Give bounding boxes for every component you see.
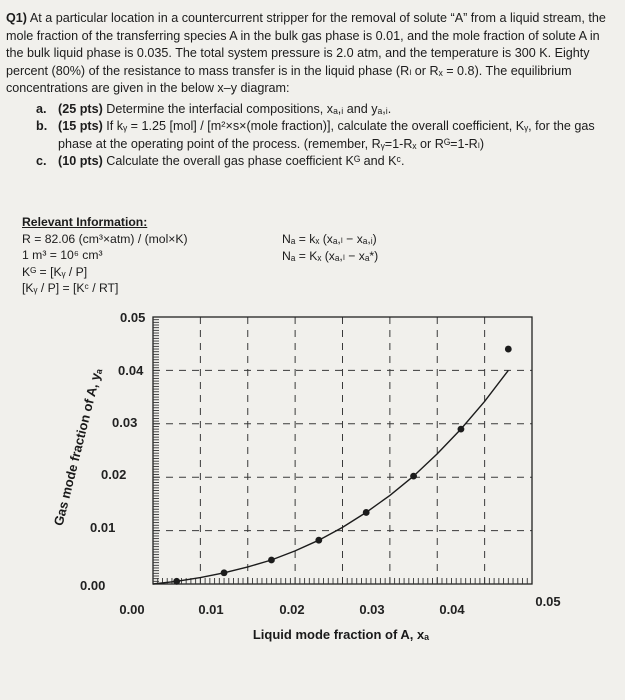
x-tick-label: 0.01: [198, 602, 224, 617]
part-a-label: a.: [36, 101, 47, 116]
x-tick-label: 0.02: [279, 602, 305, 617]
part-b-label: b.: [36, 119, 48, 133]
data-point: [221, 569, 228, 576]
part-b-text: If kᵧ = 1.25 [mol] / [m²×s×(mole fraction)], calculate the overall coefficient, Kᵧ, for the gas phase at the operating point of the process. (remember, Rᵧ=1-Rₓ or Rᴳ=1-Rₗ): [58, 119, 595, 151]
data-point: [315, 537, 322, 544]
x-axis-title: Liquid mode fraction of A, xₐ: [252, 627, 430, 642]
unit-conversion-line: 1 m³ = 10⁶ cm³: [22, 248, 103, 262]
kg-relation-line: Kᴳ = [Kᵧ / P]: [22, 264, 88, 279]
data-point: [458, 426, 465, 433]
x-tick-labels: [119, 594, 560, 617]
relevant-information: [22, 214, 188, 297]
problem-statement: [6, 10, 616, 171]
y-axis-title: Gas mode fraction of A, yₐ: [50, 366, 105, 528]
y-tick-label: 0.01: [90, 520, 116, 535]
question-number: Q1): [6, 11, 27, 25]
y-tick-label: 0.04: [118, 363, 144, 378]
y-tick-label: 0.05: [120, 310, 146, 325]
kc-relation-line: [Kᵧ / P] = [Kᶜ / RT]: [22, 281, 119, 295]
x-tick-label: 0.00: [119, 602, 145, 617]
question-body: At a particular location in a countercurrent stripper for the removal of solute “A” from a liquid stream, the mole fraction of the transferring species A in the bulk gas phase is 0.01, and the mole fraction of solute A in the bulk liquid phase is 0.035. The total system pressure is 2.0 atm, and the temperature is 300 K. Eighty percent (80%) of the resistance to mass transfer is in the liquid phase (Rₗ or Rₓ = 0.8). The equilibrium concentrations are given in the below x–y diagram:: [6, 11, 606, 95]
part-c-text: Calculate the overall gas phase coefficient Kᴳ and Kᶜ.: [106, 154, 405, 168]
data-point: [363, 509, 370, 516]
part-a-points: (25 pts): [58, 101, 103, 116]
flux-equations: [282, 231, 378, 264]
data-point: [173, 578, 180, 585]
part-c: [6, 153, 616, 171]
part-b: [6, 118, 616, 153]
equilibrium-xy-chart: [0, 300, 625, 700]
y-tick-label: 0.03: [112, 415, 138, 430]
question-text: [6, 10, 616, 98]
part-a: [6, 101, 616, 119]
relevant-info-header: Relevant Information:: [22, 215, 148, 229]
minor-ticks: [153, 320, 527, 584]
part-c-points: (10 pts): [58, 154, 103, 168]
y-tick-label: 0.00: [80, 578, 106, 593]
flux-equation-overall: Nₐ = Kₓ (xₐ,ₗ − xₐ*): [282, 248, 379, 263]
data-point: [410, 473, 417, 480]
part-c-label: c.: [36, 154, 47, 168]
part-b-points: (15 pts): [58, 119, 103, 133]
y-tick-label: 0.02: [101, 467, 127, 482]
grid-layer: [153, 317, 532, 584]
data-point: [505, 346, 512, 353]
y-tick-labels: [80, 310, 145, 593]
x-tick-label: 0.04: [439, 602, 465, 617]
question-parts: [6, 101, 616, 171]
flux-equation-local: Nₐ = kₓ (xₐ,ₗ − xₐ,ᵢ): [282, 232, 377, 246]
x-tick-label: 0.03: [359, 602, 385, 617]
gas-constant-line: R = 82.06 (cm³×atm) / (mol×K): [22, 231, 188, 246]
part-a-text: Determine the interfacial compositions, xₐ,ᵢ and yₐ,ᵢ.: [106, 101, 392, 116]
data-point: [268, 557, 275, 564]
x-tick-label: 0.05: [535, 594, 561, 609]
